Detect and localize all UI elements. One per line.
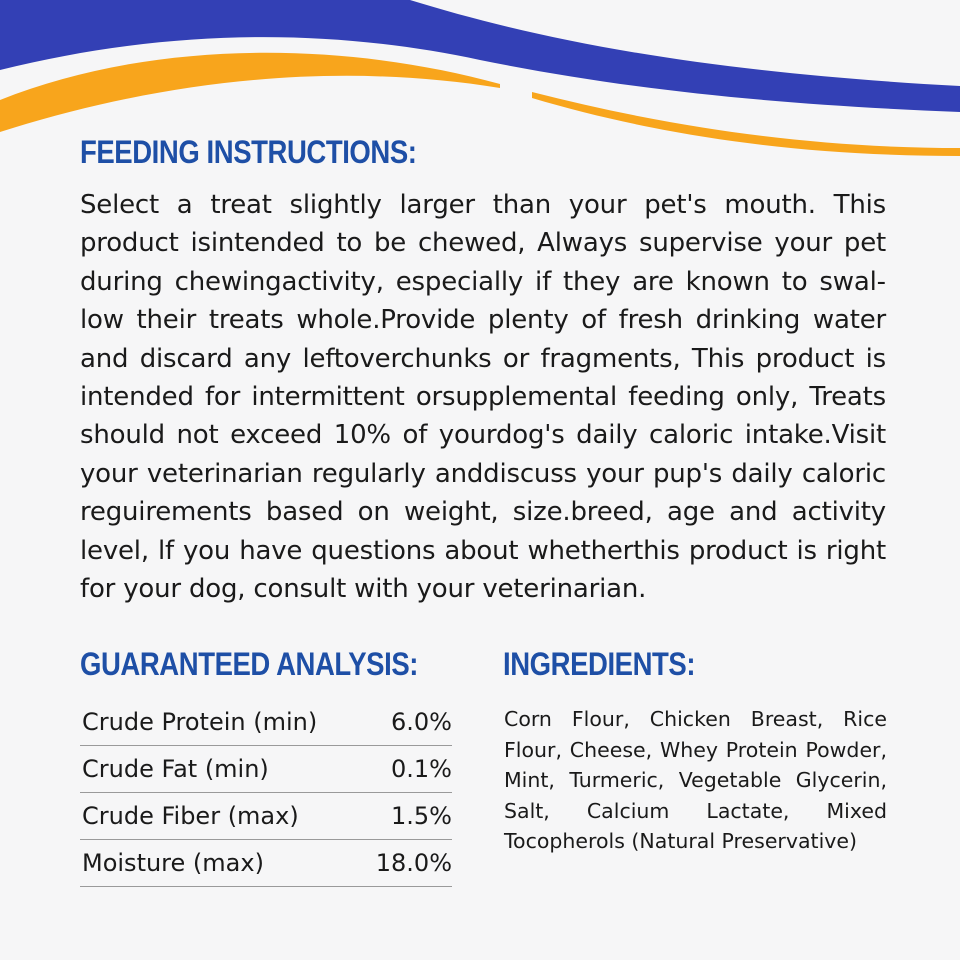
analysis-value: 6.0% xyxy=(360,699,452,746)
ingredients-heading: INGREDIENTS: xyxy=(503,646,696,682)
analysis-label: Crude Fiber (max) xyxy=(80,793,360,840)
analysis-value: 0.1% xyxy=(360,746,452,793)
guaranteed-analysis-heading: GUARANTEED ANALYSIS: xyxy=(80,646,418,682)
analysis-label: Moisture (max) xyxy=(80,840,360,887)
orange-wave-band xyxy=(0,53,500,132)
table-row xyxy=(80,793,452,840)
feeding-instructions-text: Select a treat slightly larger than your pet's mouth. This product isintended to be chewed, Always supervise your pet during chewingactivity, especially if they are known to swallow their treats whole.Provide plenty of fresh drinking water and discard any leftoverchunks or fragments, This product is intended for intermittent orsupplemental feeding only, Treats should not exceed 10% of yourdog's daily caloric intake.Visit your veterinarian regularly anddiscuss your pup's daily caloric reguirements based on weight, size.breed, age and activity level, lf you have questions about whetherthis product is right for your dog, consult with your veterinarian. xyxy=(80,190,886,605)
table-row xyxy=(80,746,452,793)
analysis-value: 18.0% xyxy=(360,840,452,887)
ingredients-text: Corn Flour, Chicken Breast, Rice Flour, Cheese, Whey Protein Powder, Mint, Turmeric, Vegetable Glycerin, Salt, Calcium Lactate, Mixed Tocopherols (Natural Preservative) xyxy=(504,707,887,854)
analysis-value: 1.5% xyxy=(360,793,452,840)
analysis-label: Crude Protein (min) xyxy=(80,699,360,746)
feeding-instructions-heading: FEEDING INSTRUCTIONS: xyxy=(80,134,417,170)
table-row xyxy=(80,840,452,887)
table-row xyxy=(80,699,452,746)
analysis-label: Crude Fat (min) xyxy=(80,746,360,793)
guaranteed-analysis-table xyxy=(80,699,452,887)
